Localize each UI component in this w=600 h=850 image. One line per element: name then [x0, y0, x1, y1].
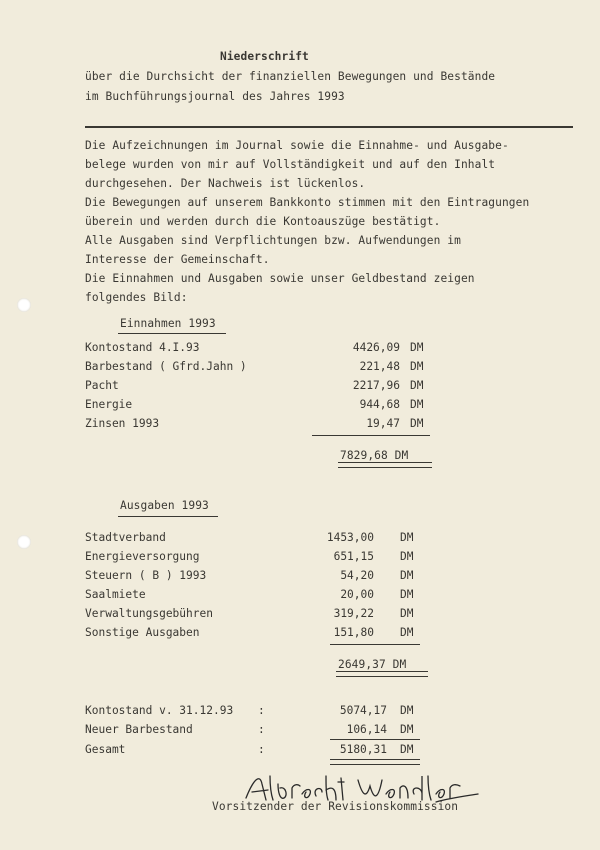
ausgaben-total: 2649,37 DM — [338, 658, 407, 671]
ausgaben-amount: 1453,00 — [326, 531, 374, 544]
einnahmen-label: Energie — [85, 398, 133, 411]
summary-currency: DM — [400, 704, 414, 717]
einnahmen-currency: DM — [410, 341, 424, 354]
ausgaben-amount: 651,15 — [333, 550, 374, 563]
ausgaben-amount: 151,80 — [333, 626, 374, 639]
einnahmen-total-underline — [338, 462, 432, 468]
ausgaben-amount: 20,00 — [340, 588, 374, 601]
punch-hole-top — [17, 298, 31, 312]
document-title: Niederschrift — [220, 50, 309, 63]
ausgaben-currency: DM — [400, 626, 414, 639]
ausgaben-sum-rule — [330, 644, 420, 645]
intro-line: Alle Ausgaben sind Verpflichtungen bzw. Aufwendungen im — [85, 234, 461, 247]
einnahmen-amount: 19,47 — [366, 417, 400, 430]
ausgaben-label: Energieversorgung — [85, 550, 200, 563]
ausgaben-label: Steuern ( B ) 1993 — [85, 569, 207, 582]
summary-amount: 5180,31 — [339, 743, 387, 756]
ausgaben-total-underline — [336, 671, 428, 677]
ausgaben-currency: DM — [400, 588, 414, 601]
einnahmen-label: Zinsen 1993 — [85, 417, 160, 430]
summary-label: Kontostand v. 31.12.93 — [85, 704, 234, 717]
intro-line: Die Aufzeichnungen im Journal sowie die Einnahme- und Ausgabe- — [85, 139, 509, 152]
einnahmen-currency: DM — [410, 379, 424, 392]
ausgaben-heading-underline — [118, 516, 218, 517]
summary-colon: : — [258, 723, 265, 736]
einnahmen-label: Barbestand ( Gfrd.Jahn ) — [85, 360, 247, 373]
title-line-2: über die Durchsicht der finanziellen Bewegungen und Bestände — [85, 70, 496, 83]
einnahmen-sum-rule — [312, 435, 430, 436]
einnahmen-heading: Einnahmen 1993 — [120, 317, 216, 330]
summary-colon: : — [258, 743, 265, 756]
intro-line: Interesse der Gemeinschaft. — [85, 253, 270, 266]
summary-currency: DM — [400, 723, 414, 736]
summary-amount: 106,14 — [346, 723, 387, 736]
summary-label: Neuer Barbestand — [85, 723, 193, 736]
intro-line: überein und werden durch die Kontoauszüge bestätigt. — [85, 215, 441, 228]
ausgaben-label: Sonstige Ausgaben — [85, 626, 200, 639]
intro-line: folgendes Bild: — [85, 291, 188, 304]
header-rule — [85, 126, 573, 128]
summary-amount: 5074,17 — [339, 704, 387, 717]
einnahmen-total: 7829,68 DM — [340, 449, 409, 462]
summary-total-underline — [330, 759, 420, 765]
intro-line: durchgesehen. Der Nachweis ist lückenlos. — [85, 177, 366, 190]
intro-line: belege wurden von mir auf Vollständigkeit und auf den Inhalt — [85, 158, 496, 171]
einnahmen-currency: DM — [410, 360, 424, 373]
ausgaben-label: Stadtverband — [85, 531, 166, 544]
einnahmen-amount: 944,68 — [359, 398, 400, 411]
summary-label: Gesamt — [85, 743, 126, 756]
einnahmen-heading-underline — [118, 333, 226, 334]
ausgaben-label: Saalmiete — [85, 588, 146, 601]
title-line-3: im Buchführungsjournal des Jahres 1993 — [85, 90, 345, 103]
punch-hole-bottom — [17, 535, 31, 549]
summary-colon: : — [258, 704, 265, 717]
ausgaben-currency: DM — [400, 550, 414, 563]
intro-line: Die Einnahmen und Ausgaben sowie unser Geldbestand zeigen — [85, 272, 475, 285]
summary-currency: DM — [400, 743, 414, 756]
ausgaben-currency: DM — [400, 607, 414, 620]
signature-role: Vorsitzender der Revisionskommission — [212, 800, 459, 813]
einnahmen-label: Kontostand 4.I.93 — [85, 341, 200, 354]
einnahmen-currency: DM — [410, 398, 424, 411]
einnahmen-currency: DM — [410, 417, 424, 430]
einnahmen-amount: 2217,96 — [352, 379, 400, 392]
ausgaben-amount: 54,20 — [340, 569, 374, 582]
einnahmen-amount: 221,48 — [359, 360, 400, 373]
einnahmen-amount: 4426,09 — [352, 341, 400, 354]
einnahmen-label: Pacht — [85, 379, 119, 392]
ausgaben-currency: DM — [400, 531, 414, 544]
ausgaben-label: Verwaltungsgebühren — [85, 607, 213, 620]
ausgaben-heading: Ausgaben 1993 — [120, 499, 209, 512]
ausgaben-currency: DM — [400, 569, 414, 582]
ausgaben-amount: 319,22 — [333, 607, 374, 620]
summary-sum-rule — [330, 739, 420, 740]
intro-line: Die Bewegungen auf unserem Bankkonto stimmen mit den Eintragungen — [85, 196, 530, 209]
